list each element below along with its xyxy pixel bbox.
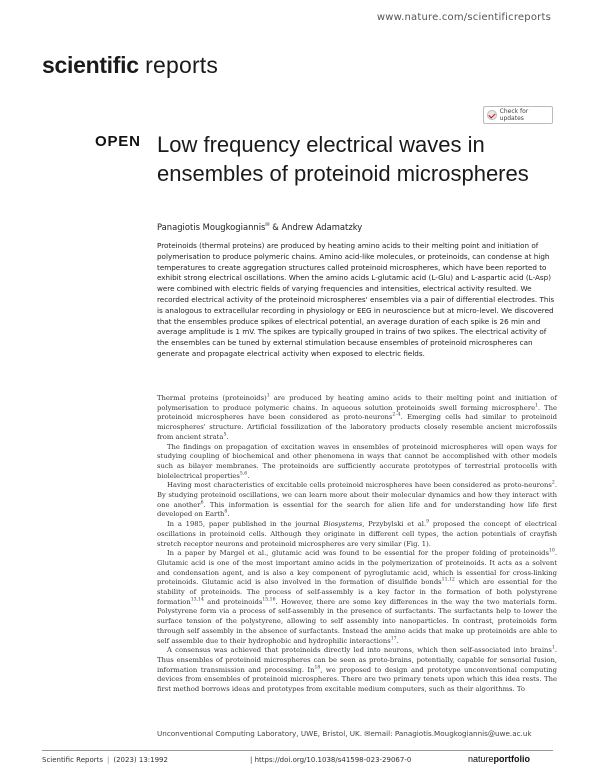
logo-word-reports: reports — [145, 52, 219, 78]
footer-citation — [42, 756, 168, 764]
footer-separator: | — [107, 756, 110, 764]
body-paragraph-6: A consensus was achieved that proteinoids directly led into neurons, which then self-associated into brains$^1$. Thus ensembles of proteinoid microspheres can be seen as proto-brains, potentially, capable for sensorial fusion, information transmission and processing. In$^{18}$, we proposed to design and prototype unconventional computing devices from ensembles of proteinoid microspheres. There are two primary tenets upon which this idea rests. The first method borrows ideas and prototypes from excitable medium computers, such as their algorithms. To — [157, 646, 558, 694]
citation-ref[interactable]: 11,12 — [441, 578, 455, 584]
citation-ref[interactable]: 18 — [314, 665, 321, 671]
citation-ref[interactable]: 2 — [551, 481, 555, 487]
citation-ref[interactable]: 13,14 — [190, 597, 204, 603]
footer-volume: (2023) 13:1992 — [113, 756, 168, 764]
open-access-label: OPEN — [95, 133, 141, 150]
citation-ref[interactable]: 9 — [426, 519, 430, 525]
citation-ref[interactable]: 10 — [548, 548, 555, 554]
citation-ref[interactable]: 1 — [551, 646, 555, 652]
affiliation-note: Unconventional Computing Laboratory, UWE, Bristol, UK. ✉email: Panagiotis.Mougkogiannis@uwe.ac.uk — [157, 729, 532, 738]
author-1[interactable]: Panagiotis Mougkogiannis — [157, 222, 266, 232]
citation-ref[interactable]: 15,16 — [262, 597, 276, 603]
citation-ref[interactable]: 1 — [266, 393, 270, 399]
author-2[interactable]: Andrew Adamatzky — [281, 222, 363, 232]
article-body — [157, 394, 557, 695]
citation-ref[interactable]: 5,6 — [239, 471, 248, 477]
body-paragraph-5: In a paper by Margel et al., glutamic acid was found to be essential for the proper folding of proteinoids$^{10}$. Glutamic acid is one of the most important amino acids in the polymerization of proteinoids. It acts as a solvent and condensation agent, and is also a key component of pyroglutamic acid, which is essential for cross-linking proteinoids. Glutamic acid is also involved in the formation of disulfide bonds$^{11,12}$ which are essential for the stability of proteinoids. The process of self-assembly is a key factor in the formation of both polystyrene formation$^{13,14}$ and proteinoids$^{15,16}$. However, there are some key differences in the way the two materials form. Polystyrene form via a process of self-assembly in the presence of surfactants. The surfactants help to lower the surface tension of the polystyrene, allowing to self assembly into nanoparticles. In contrast, proteinoids form through self assembly in the absence of surfactants. Instead the amino acids that make up proteinoids are able to self assemble due to their hydrophobic and hydrophilic interactions$^{17}$. — [157, 548, 557, 645]
body-paragraph-3: Having most characteristics of excitable cells proteinoid microspheres have been considered as proto-neurons$^2$. By studying proteinoid oscillations, we can learn more about their molecular dynamics and how they interact with one another$^6$. This information is essential for the search for alien life and for understanding how life first developed on Earth$^8$. — [157, 481, 557, 519]
email-icon[interactable]: ✉ — [265, 222, 270, 229]
footer-divider — [42, 750, 553, 751]
citation-ref[interactable]: 1 — [535, 403, 539, 409]
abstract: Proteinoids (thermal proteins) are produced by heating amino acids to their melting point and initiation of polymerisation to produce polymeric chains. Amino acid-like molecules, or proteinoids, can condense at high temperatures to create aggregation structures called proteinoid microspheres, which have been reported to exhibit strong electrical oscillations. When the amino acids L-glutamic acid (L-Glu) and L-aspartic acid (L-Asp) were combined with electric fields of varying frequencies and intensities, electrical activity resulted. We recorded electrical activity of the proteinoid microspheres' ensembles via a pair of differential electrodes. This is analogous to extracellular recording in physiology or EEG in neuroscience but at micro-level. We discovered that the ensembles produce spikes of electrical potential, an average duration of each spike is 26 min and average amplitude is 1 mV. The spikes are typically grouped in trains of two spikes. The electrical activity of the ensembles can be tuned by external stimulation because ensembles of proteinoid microspheres can generate and propagate electrical activity when exposed to electric fields. — [157, 241, 555, 358]
nature-portfolio-logo: natureportfolio — [468, 754, 531, 764]
logo-word-scientific: scientific — [42, 52, 139, 78]
citation-ref[interactable]: 2–4 — [392, 413, 401, 419]
journal-logo — [42, 52, 218, 79]
article-title: Low frequency electrical waves in ensembles of proteinoid microspheres — [157, 132, 529, 186]
author-connector: & — [269, 222, 282, 232]
check-updates-icon — [487, 110, 497, 120]
citation-ref[interactable]: 8 — [224, 510, 228, 516]
citation-ref[interactable]: 6 — [200, 500, 204, 506]
author-list — [157, 222, 362, 232]
body-paragraph-2: The findings on propagation of excitation waves in ensembles of proteinoid microspheres will open ways for studying coupling of biochemical and other phenomena in ways that cannot be accomplished with other models such as bilayer membranes. The proteinoids are sufficiently accurate prototypes of terrestrial protocells with biolelectrical properties$^{5,6}$. — [157, 442, 557, 480]
doi-link[interactable]: | https://doi.org/10.1038/s41598-023-29067-0 — [250, 756, 412, 764]
citation-ref[interactable]: 5 — [223, 432, 227, 438]
journal-url[interactable]: www.nature.com/scientificreports — [376, 12, 551, 23]
check-updates-label: Check for updates — [499, 108, 529, 122]
body-paragraph-4: In a 1985, paper published in the journal Biosystems, Przybylski et al.$^9$ proposed the concept of electrical oscillations in proteinoid cells. Although they originate in different cell types, the action potentials of crayfish stretch receptor neurons and proteinoid microspheres are very similar (Fig. 1). — [157, 519, 557, 548]
journal-name-italic: Biosystems — [323, 520, 363, 529]
citation-ref[interactable]: 17 — [390, 636, 397, 642]
body-paragraph-1: Thermal proteins (proteinoids)$^1$ are produced by heating amino acids to their melting point and initiation of polymerisation to produce polymeric chains. In aqueous solution proteinoids swell forming microsphere$^1$. The proteinoid microspheres have been considered as proto-neurons$^{2-4}$. Emerging cells had similar to proteinoid microspheres' structure. Artificial fossilization of the laboratory products closely resemble ancient microfossils from ancient strata$^5$. — [157, 393, 557, 441]
footer-journal: Scientific Reports — [42, 756, 104, 764]
check-for-updates-button[interactable] — [483, 106, 553, 124]
